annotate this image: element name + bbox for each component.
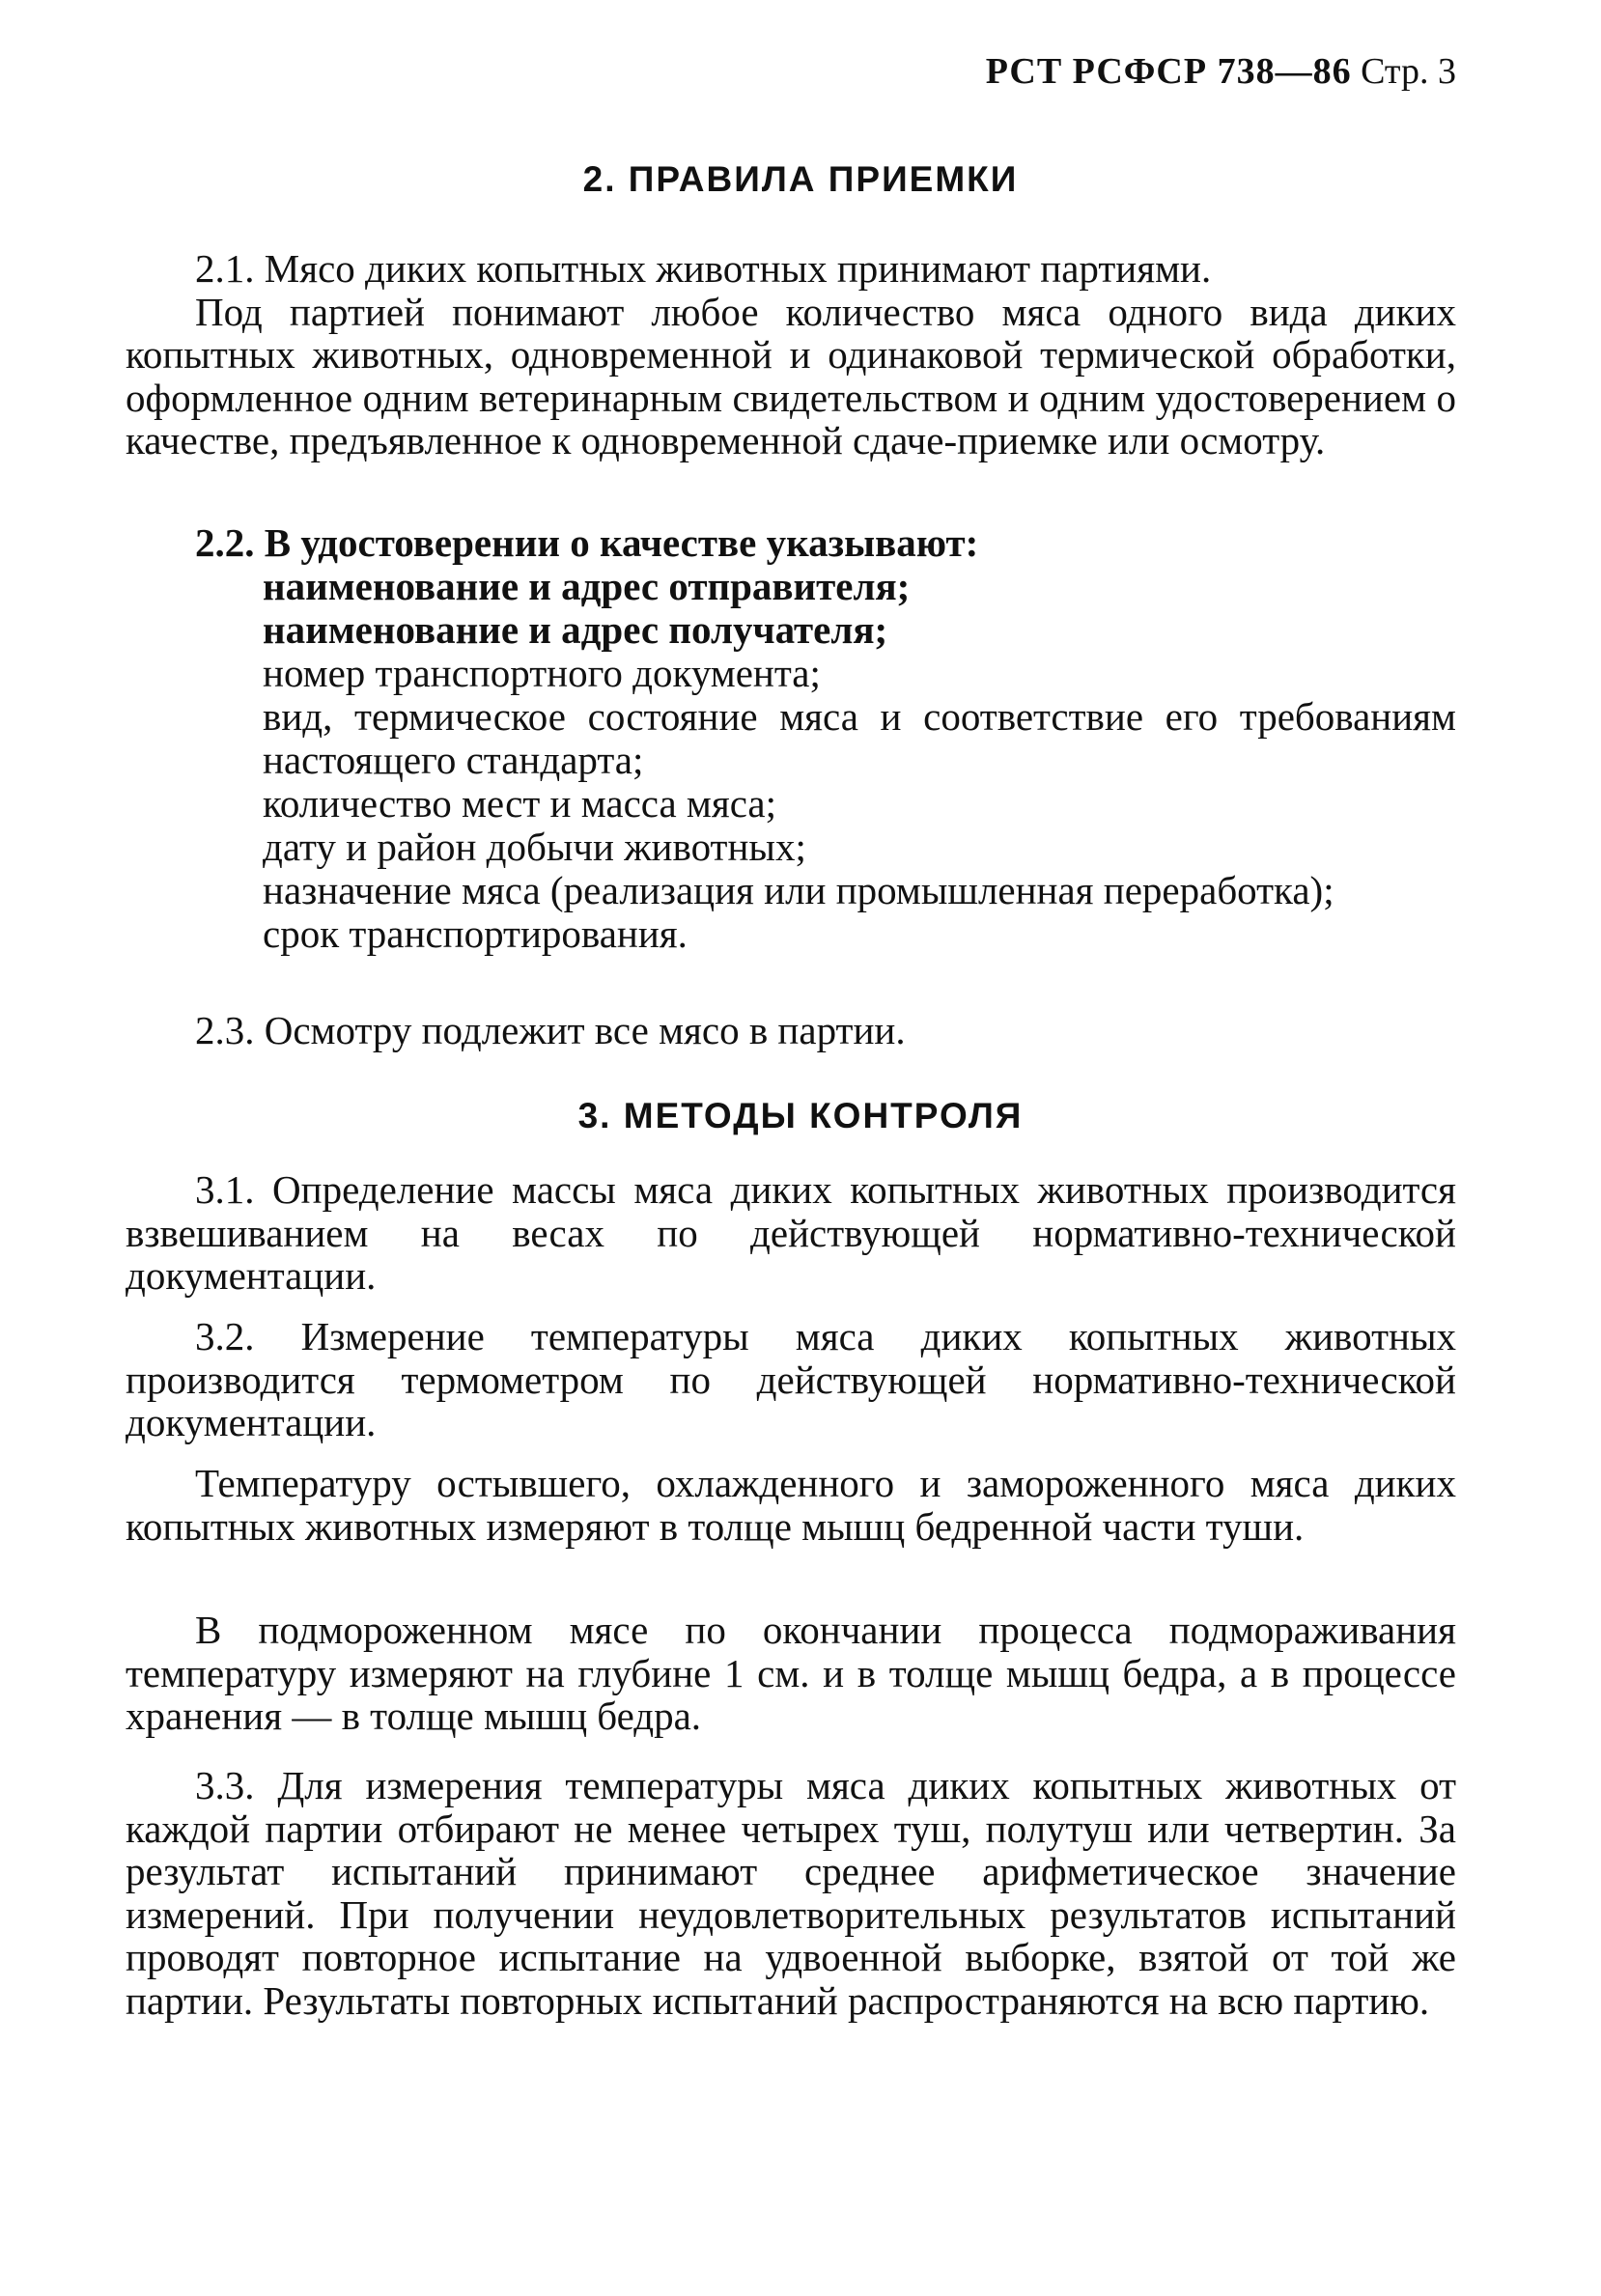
list-item: назначение мяса (реализация или промышленная переработка);: [263, 868, 1334, 912]
paragraph-2-3: 2.3. Осмотру подлежит все мясо в партии.: [195, 1008, 906, 1052]
section-2-2: [126, 521, 1456, 565]
section-2-1: [126, 247, 1456, 462]
section-3-2: [126, 1315, 1456, 1444]
list-item: номер транспортного документа;: [263, 651, 821, 695]
list-item: наименование и адрес отправителя;: [263, 564, 911, 608]
list-item: дату и район добычи животных;: [263, 825, 806, 869]
list-item: наименование и адрес получателя;: [263, 607, 888, 652]
section-3-1: [126, 1168, 1456, 1298]
paragraph-2-1: 2.1. Мясо диких копытных животных принимают партиями.: [195, 246, 1212, 291]
section-3-title: 3. МЕТОДЫ КОНТРОЛЯ: [577, 1096, 1024, 1135]
list-item: срок транспортирования.: [263, 911, 688, 956]
paragraph-3-2: 3.2. Измерение температуры мяса диких копытных животных производится термометром по действующей нормативно-технической документации.: [126, 1314, 1456, 1444]
section-2-title: 2. ПРАВИЛА ПРИЕМКИ: [582, 159, 1019, 199]
section-3-2-c: [126, 1609, 1456, 1738]
section-3-2-b: [126, 1462, 1456, 1548]
paragraph-3-3: 3.3. Для измерения температуры мяса диких копытных животных от каждой партии отбирают не менее четырех туш, полутуш или четвертин. За результат испытаний принимают среднее арифметическое значение измерений. При получении неудовлетворительных результатов испытаний проводят повторное испытание на удвоенной выборке, взятой от той же партии. Результаты повторных испытаний распространяются на всю партию.: [126, 1763, 1456, 2023]
certificate-items-list: [263, 565, 1456, 956]
section-2-3: [126, 1009, 1456, 1052]
standard-code: РСТ РСФСР 738—86: [985, 51, 1352, 92]
paragraph-3-2-subfrozen: В подмороженном мясе по окончании процесса подмораживания температуру измеряют на глубине 1 см. и в толще мышц бедра, а в процессе хранения — в толще мышц бедра.: [126, 1608, 1456, 1738]
paragraph-3-2-temperature: Температуру остывшего, охлажденного и замороженного мяса диких копытных животных измеряют в толще мышц бедренной части туши.: [126, 1461, 1456, 1549]
paragraph-2-2: 2.2. В удостоверении о качестве указывают:: [195, 520, 979, 565]
paragraph-2-1-batch: Под партией понимают любое количество мяса одного вида диких копытных животных, одновременной и одинаковой термической обработки, оформленное одним ветеринарным свидетельством и одним удостоверением о качестве, предъявленное к одновременной сдаче-приемке или осмотру.: [126, 289, 1456, 462]
page-number: Стр. 3: [1361, 51, 1456, 92]
list-item: количество мест и масса мяса;: [263, 781, 776, 826]
section-3-3: [126, 1764, 1456, 2022]
list-item: вид, термическое состояние мяса и соответствие его требованиям настоящего стандарта;: [263, 694, 1456, 782]
paragraph-3-1: 3.1. Определение массы мяса диких копытных животных производится взвешиванием на весах по действующей нормативно-технической документации.: [126, 1167, 1456, 1298]
page-header: [986, 50, 1456, 93]
